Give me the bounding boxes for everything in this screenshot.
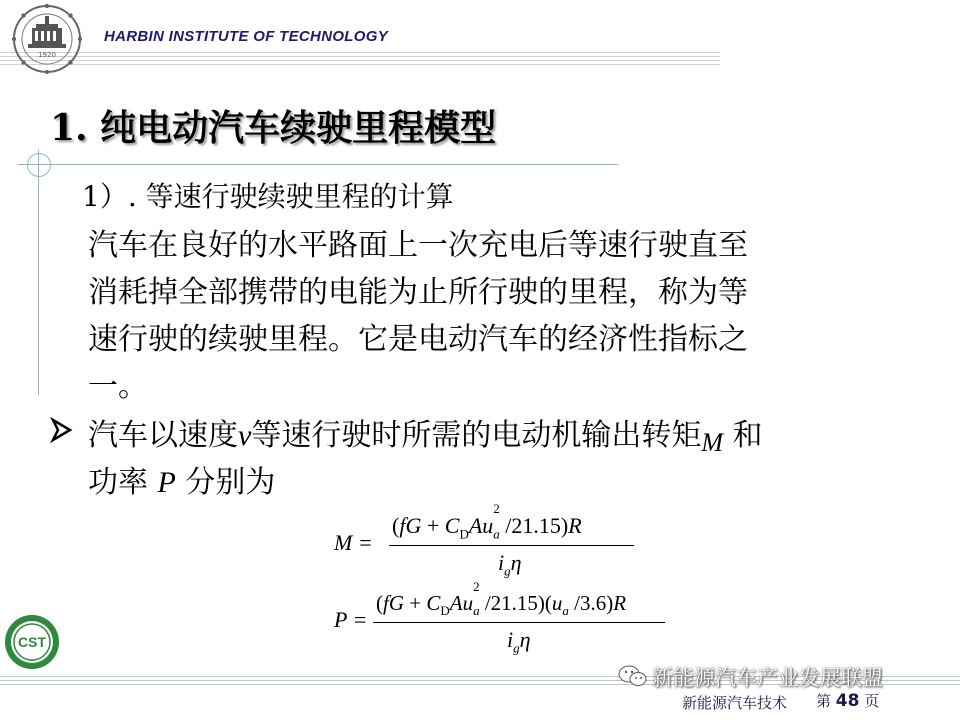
- accent-circle: [27, 153, 51, 177]
- formula-lhs: P =: [334, 607, 368, 632]
- bullet-text-part: 汽车以速度: [88, 418, 238, 453]
- svg-text:1920: 1920: [38, 51, 56, 59]
- bullet-text-part: 等速行驶时所需的电动机输出转矩: [251, 418, 702, 453]
- paragraph-line: 消耗掉全部携带的电能为止所行驶的里程，称为等: [88, 275, 748, 310]
- university-seal-icon: [12, 4, 82, 74]
- formula-numerator: ($fG + C_DAu$ 2 $_a$ /21.15)R: [392, 501, 582, 542]
- var-v: v: [238, 419, 252, 452]
- slide-title: 1. 纯电动汽车续驶里程模型: [50, 107, 497, 149]
- var-P: P: [157, 466, 176, 499]
- wechat-icon: [618, 664, 648, 688]
- page-number: 48: [835, 691, 860, 711]
- paragraph-line: 速行驶的续驶里程。它是电动汽车的经济性指标之: [88, 322, 748, 357]
- header-stripes: [0, 52, 720, 72]
- paragraph-line: 一。: [88, 369, 148, 404]
- course-name: 新能源汽车技术: [682, 694, 788, 712]
- fraction-bar: [389, 545, 634, 546]
- page-prefix: 第: [816, 692, 832, 710]
- definition-paragraph: [88, 222, 918, 410]
- bullet-text: [88, 413, 938, 506]
- svg-text:CST: CST: [18, 634, 46, 650]
- fraction-bar: [373, 622, 665, 623]
- subheading: 1）. 等速行驶续驶里程的计算: [82, 180, 454, 213]
- formula-numerator: ($fG + C_DAu$ 2 $_a$ $/21.15)(u_a$ /3.6)R: [376, 579, 627, 619]
- bullet-text-part: 功率: [88, 465, 158, 500]
- watermark-text: 新能源汽车产业发展联盟: [652, 666, 883, 690]
- page-suffix: 页: [864, 692, 880, 710]
- formula-denominator: $i_g\eta$: [498, 550, 522, 579]
- title-divider: [18, 164, 618, 165]
- left-accent-line: [38, 150, 39, 395]
- arrow-bullet-icon: [50, 417, 74, 443]
- page-indicator: [816, 690, 879, 711]
- paragraph-line: 汽车在良好的水平路面上一次充电后等速行驶直至: [88, 228, 748, 263]
- var-M: M: [701, 428, 723, 457]
- bullet-text-part: 分别为: [175, 465, 276, 500]
- formula-denominator: $i_g\eta$: [507, 627, 531, 656]
- institution-name: HARBIN INSTITUTE OF TECHNOLOGY: [104, 28, 388, 45]
- bullet-text-part: 和: [723, 418, 763, 453]
- formula-lhs: M =: [334, 530, 373, 555]
- cst-badge-icon: [4, 614, 60, 670]
